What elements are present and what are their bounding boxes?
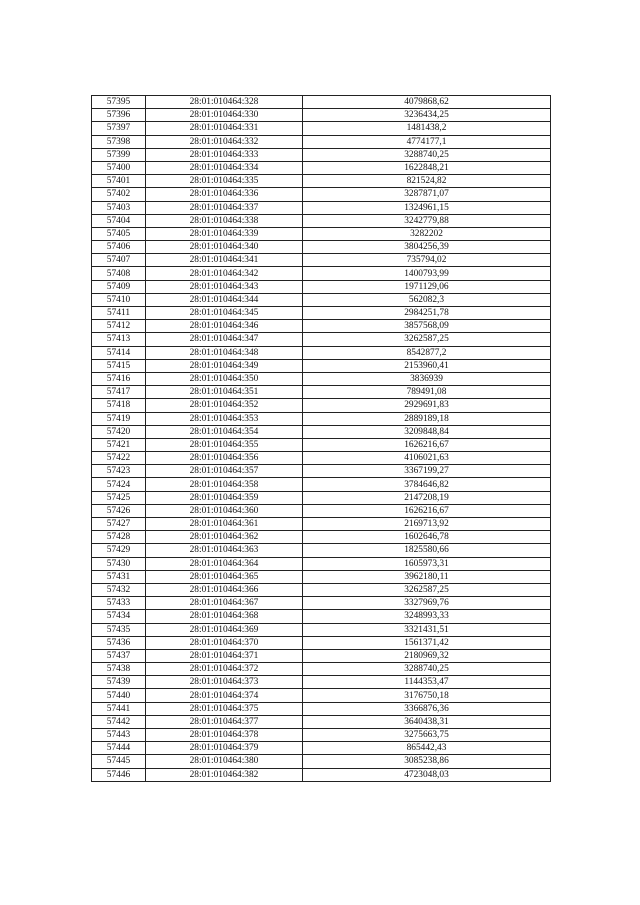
table-row: [92, 359, 551, 372]
cadastral-value-cell: 1971129,06: [303, 280, 551, 293]
row-number-cell: 57439: [92, 676, 146, 689]
row-number-cell: 57444: [92, 742, 146, 755]
row-number-cell: 57435: [92, 623, 146, 636]
row-number-cell: 57411: [92, 307, 146, 320]
cadastral-value-cell: 1144353,47: [303, 676, 551, 689]
table-row: [92, 583, 551, 596]
cadastral-number-cell: 28:01:010464:364: [146, 557, 303, 570]
cadastral-number-cell: 28:01:010464:351: [146, 386, 303, 399]
cadastral-value-cell: 3367199,27: [303, 465, 551, 478]
row-number-cell: 57445: [92, 755, 146, 768]
table-row: [92, 768, 551, 781]
cadastral-number-cell: 28:01:010464:339: [146, 227, 303, 240]
row-number-cell: 57440: [92, 689, 146, 702]
row-number-cell: 57442: [92, 715, 146, 728]
table-row: [92, 254, 551, 267]
cadastral-number-cell: 28:01:010464:366: [146, 583, 303, 596]
cadastral-value-cell: 3327969,76: [303, 597, 551, 610]
cadastral-number-cell: 28:01:010464:336: [146, 188, 303, 201]
cadastral-number-cell: 28:01:010464:362: [146, 531, 303, 544]
table-row: [92, 412, 551, 425]
cadastral-number-cell: 28:01:010464:382: [146, 768, 303, 781]
table-row: [92, 122, 551, 135]
cadastral-value-cell: 2153960,41: [303, 359, 551, 372]
cadastral-value-cell: 2180969,32: [303, 649, 551, 662]
row-number-cell: 57443: [92, 729, 146, 742]
cadastral-value-cell: 3288740,25: [303, 663, 551, 676]
cadastral-number-cell: 28:01:010464:357: [146, 465, 303, 478]
cadastral-value-cell: 1825580,66: [303, 544, 551, 557]
cadastral-number-cell: 28:01:010464:334: [146, 161, 303, 174]
table-row: [92, 544, 551, 557]
cadastral-value-cell: 1622848,21: [303, 161, 551, 174]
cadastral-number-cell: 28:01:010464:356: [146, 452, 303, 465]
row-number-cell: 57400: [92, 161, 146, 174]
row-number-cell: 57416: [92, 372, 146, 385]
cadastral-number-cell: 28:01:010464:375: [146, 702, 303, 715]
cadastral-number-cell: 28:01:010464:373: [146, 676, 303, 689]
row-number-cell: 57413: [92, 333, 146, 346]
table-row: [92, 399, 551, 412]
table-row: [92, 346, 551, 359]
table-row: [92, 663, 551, 676]
cadastral-value-cell: 789491,08: [303, 386, 551, 399]
cadastral-number-cell: 28:01:010464:341: [146, 254, 303, 267]
row-number-cell: 57432: [92, 583, 146, 596]
cadastral-number-cell: 28:01:010464:331: [146, 122, 303, 135]
cadastral-value-cell: 3857568,09: [303, 320, 551, 333]
cadastral-number-cell: 28:01:010464:359: [146, 491, 303, 504]
table-row: [92, 135, 551, 148]
cadastral-number-cell: 28:01:010464:332: [146, 135, 303, 148]
cadastral-number-cell: 28:01:010464:358: [146, 478, 303, 491]
cadastral-value-cell: 4079868,62: [303, 96, 551, 109]
table-row: [92, 478, 551, 491]
row-number-cell: 57424: [92, 478, 146, 491]
row-number-cell: 57430: [92, 557, 146, 570]
cadastral-number-cell: 28:01:010464:328: [146, 96, 303, 109]
table-row: [92, 689, 551, 702]
cadastral-value-cell: 4106021,63: [303, 452, 551, 465]
cadastral-number-cell: 28:01:010464:360: [146, 504, 303, 517]
table-row: [92, 610, 551, 623]
cadastral-value-cell: 8542877,2: [303, 346, 551, 359]
cadastral-value-cell: 3262587,25: [303, 583, 551, 596]
table-row: [92, 557, 551, 570]
cadastral-number-cell: 28:01:010464:354: [146, 425, 303, 438]
cadastral-value-cell: 3288740,25: [303, 148, 551, 161]
table-row: [92, 372, 551, 385]
row-number-cell: 57406: [92, 241, 146, 254]
cadastral-number-cell: 28:01:010464:333: [146, 148, 303, 161]
row-number-cell: 57398: [92, 135, 146, 148]
cadastral-value-cell: 4774177,1: [303, 135, 551, 148]
table-row: [92, 649, 551, 662]
table-row: [92, 597, 551, 610]
table-body: [92, 96, 551, 782]
row-number-cell: 57428: [92, 531, 146, 544]
table-row: [92, 96, 551, 109]
cadastral-number-cell: 28:01:010464:371: [146, 649, 303, 662]
table-row: [92, 333, 551, 346]
table-row: [92, 504, 551, 517]
cadastral-number-cell: 28:01:010464:353: [146, 412, 303, 425]
cadastral-value-cell: 1561371,42: [303, 636, 551, 649]
table-row: [92, 531, 551, 544]
cadastral-number-cell: 28:01:010464:345: [146, 307, 303, 320]
cadastral-number-cell: 28:01:010464:340: [146, 241, 303, 254]
row-number-cell: 57437: [92, 649, 146, 662]
row-number-cell: 57427: [92, 518, 146, 531]
row-number-cell: 57426: [92, 504, 146, 517]
table-row: [92, 702, 551, 715]
cadastral-number-cell: 28:01:010464:368: [146, 610, 303, 623]
row-number-cell: 57438: [92, 663, 146, 676]
row-number-cell: 57415: [92, 359, 146, 372]
cadastral-value-cell: 3248993,33: [303, 610, 551, 623]
cadastral-value-cell: 1602646,78: [303, 531, 551, 544]
row-number-cell: 57429: [92, 544, 146, 557]
cadastral-value-cell: 3804256,39: [303, 241, 551, 254]
cadastral-value-cell: 3836939: [303, 372, 551, 385]
cadastral-number-cell: 28:01:010464:380: [146, 755, 303, 768]
cadastral-value-cell: 2169713,92: [303, 518, 551, 531]
cadastral-value-cell: 2984251,78: [303, 307, 551, 320]
table-row: [92, 161, 551, 174]
row-number-cell: 57409: [92, 280, 146, 293]
table-row: [92, 518, 551, 531]
table-row: [92, 729, 551, 742]
table-row: [92, 570, 551, 583]
table-row: [92, 452, 551, 465]
row-number-cell: 57404: [92, 214, 146, 227]
cadastral-number-cell: 28:01:010464:343: [146, 280, 303, 293]
cadastral-value-cell: 1626216,67: [303, 438, 551, 451]
row-number-cell: 57396: [92, 109, 146, 122]
row-number-cell: 57417: [92, 386, 146, 399]
cadastral-value-table: [91, 95, 551, 782]
table-row: [92, 320, 551, 333]
cadastral-number-cell: 28:01:010464:337: [146, 201, 303, 214]
row-number-cell: 57418: [92, 399, 146, 412]
cadastral-number-cell: 28:01:010464:378: [146, 729, 303, 742]
table-row: [92, 227, 551, 240]
table-row: [92, 201, 551, 214]
row-number-cell: 57397: [92, 122, 146, 135]
cadastral-value-cell: 3236434,25: [303, 109, 551, 122]
row-number-cell: 57425: [92, 491, 146, 504]
cadastral-value-cell: 3282202: [303, 227, 551, 240]
table-row: [92, 386, 551, 399]
cadastral-value-cell: 1605973,31: [303, 557, 551, 570]
cadastral-value-cell: 3242779,88: [303, 214, 551, 227]
cadastral-number-cell: 28:01:010464:363: [146, 544, 303, 557]
row-number-cell: 57412: [92, 320, 146, 333]
table-row: [92, 491, 551, 504]
table-row: [92, 293, 551, 306]
cadastral-number-cell: 28:01:010464:330: [146, 109, 303, 122]
table-row: [92, 715, 551, 728]
row-number-cell: 57436: [92, 636, 146, 649]
table-row: [92, 438, 551, 451]
cadastral-value-cell: 2929691,83: [303, 399, 551, 412]
row-number-cell: 57402: [92, 188, 146, 201]
table-row: [92, 425, 551, 438]
table-row: [92, 148, 551, 161]
row-number-cell: 57421: [92, 438, 146, 451]
table-row: [92, 241, 551, 254]
table-row: [92, 742, 551, 755]
row-number-cell: 57420: [92, 425, 146, 438]
table-row: [92, 280, 551, 293]
cadastral-value-cell: 562082,3: [303, 293, 551, 306]
cadastral-number-cell: 28:01:010464:347: [146, 333, 303, 346]
cadastral-number-cell: 28:01:010464:372: [146, 663, 303, 676]
row-number-cell: 57408: [92, 267, 146, 280]
row-number-cell: 57395: [92, 96, 146, 109]
cadastral-value-cell: 3262587,25: [303, 333, 551, 346]
cadastral-value-cell: 3209848,84: [303, 425, 551, 438]
cadastral-number-cell: 28:01:010464:355: [146, 438, 303, 451]
cadastral-value-cell: 3640438,31: [303, 715, 551, 728]
table-row: [92, 188, 551, 201]
cadastral-value-cell: 3287871,07: [303, 188, 551, 201]
cadastral-number-cell: 28:01:010464:335: [146, 175, 303, 188]
cadastral-number-cell: 28:01:010464:349: [146, 359, 303, 372]
row-number-cell: 57401: [92, 175, 146, 188]
row-number-cell: 57403: [92, 201, 146, 214]
cadastral-value-cell: 3085238,86: [303, 755, 551, 768]
row-number-cell: 57423: [92, 465, 146, 478]
cadastral-value-cell: 3275663,75: [303, 729, 551, 742]
row-number-cell: 57431: [92, 570, 146, 583]
cadastral-value-cell: 3962180,11: [303, 570, 551, 583]
cadastral-value-cell: 3321431,51: [303, 623, 551, 636]
cadastral-number-cell: 28:01:010464:361: [146, 518, 303, 531]
table-row: [92, 109, 551, 122]
cadastral-number-cell: 28:01:010464:379: [146, 742, 303, 755]
cadastral-number-cell: 28:01:010464:348: [146, 346, 303, 359]
table-row: [92, 465, 551, 478]
table-row: [92, 676, 551, 689]
cadastral-value-cell: 2889189,18: [303, 412, 551, 425]
table-row: [92, 214, 551, 227]
cadastral-number-cell: 28:01:010464:374: [146, 689, 303, 702]
row-number-cell: 57446: [92, 768, 146, 781]
cadastral-value-cell: 3366876,36: [303, 702, 551, 715]
row-number-cell: 57410: [92, 293, 146, 306]
table-row: [92, 175, 551, 188]
cadastral-value-cell: 865442,43: [303, 742, 551, 755]
row-number-cell: 57441: [92, 702, 146, 715]
row-number-cell: 57434: [92, 610, 146, 623]
cadastral-value-cell: 1481438,2: [303, 122, 551, 135]
table-row: [92, 636, 551, 649]
cadastral-value-cell: 1400793,99: [303, 267, 551, 280]
table-row: [92, 267, 551, 280]
cadastral-value-cell: 1324961,15: [303, 201, 551, 214]
cadastral-number-cell: 28:01:010464:365: [146, 570, 303, 583]
cadastral-value-cell: 2147208,19: [303, 491, 551, 504]
cadastral-number-cell: 28:01:010464:370: [146, 636, 303, 649]
row-number-cell: 57405: [92, 227, 146, 240]
table-row: [92, 623, 551, 636]
cadastral-value-cell: 821524,82: [303, 175, 551, 188]
cadastral-number-cell: 28:01:010464:369: [146, 623, 303, 636]
table-row: [92, 755, 551, 768]
cadastral-number-cell: 28:01:010464:342: [146, 267, 303, 280]
cadastral-value-cell: 3176750,18: [303, 689, 551, 702]
cadastral-value-cell: 735794,02: [303, 254, 551, 267]
cadastral-number-cell: 28:01:010464:346: [146, 320, 303, 333]
cadastral-number-cell: 28:01:010464:350: [146, 372, 303, 385]
cadastral-number-cell: 28:01:010464:352: [146, 399, 303, 412]
cadastral-value-cell: 4723048,03: [303, 768, 551, 781]
row-number-cell: 57414: [92, 346, 146, 359]
cadastral-number-cell: 28:01:010464:344: [146, 293, 303, 306]
cadastral-value-cell: 1626216,67: [303, 504, 551, 517]
row-number-cell: 57407: [92, 254, 146, 267]
row-number-cell: 57399: [92, 148, 146, 161]
cadastral-number-cell: 28:01:010464:338: [146, 214, 303, 227]
cadastral-number-cell: 28:01:010464:367: [146, 597, 303, 610]
cadastral-value-cell: 3784646,82: [303, 478, 551, 491]
table-row: [92, 307, 551, 320]
cadastral-number-cell: 28:01:010464:377: [146, 715, 303, 728]
row-number-cell: 57419: [92, 412, 146, 425]
row-number-cell: 57422: [92, 452, 146, 465]
row-number-cell: 57433: [92, 597, 146, 610]
